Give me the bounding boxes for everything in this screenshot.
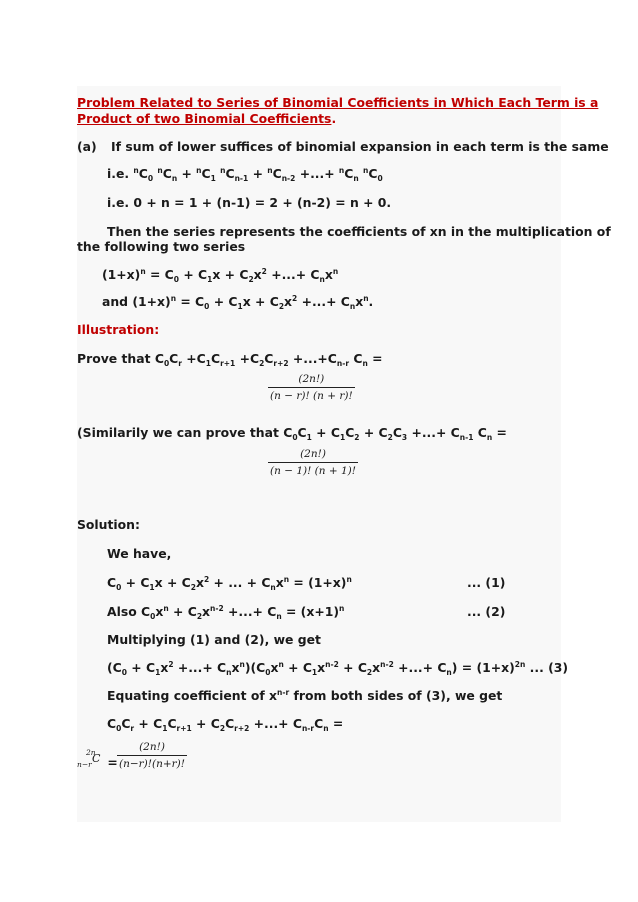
part-a-text: If sum of lower suffices of binomial expansion in each term is the same xyxy=(111,139,609,154)
heading-line-1: Problem Related to Series of Binomial Coefficients in Which Each Term is a xyxy=(77,95,599,110)
ie-suffix-sum: i.e. 0 + n = 1 + (n-1) = 2 + (n-2) = n + 0. xyxy=(107,195,392,210)
prove-that-line: Prove that $C_0C_r +C_1C_{r+1} +C_2C_{r+2} +...+C_{n-r}$ $C_n$ = xyxy=(77,351,383,368)
equation-3-tag: ... (3) xyxy=(529,660,569,675)
fraction-2-numerator: (2n!) xyxy=(300,448,326,460)
heading-line-2: Product of two Binomial Coefficients. xyxy=(77,111,337,126)
ie-binomial-series: i.e. $^nC_0$ $^nC_n + ^nC_1$ $^nC_{n-1} + ^nC_{n-2}$ +...+ $^nC_n$ $^nC_0$ xyxy=(107,166,383,183)
series-1: $(1+x)^n = C_0 + C_1x + C_2x^2$ +...+ $C_nx^n$ xyxy=(102,267,339,284)
part-a-label: (a) xyxy=(77,139,97,154)
equation-1: $C_0 + C_1x + C_2x^2$ + ... + $C_nx^n = (1+x)^n$ xyxy=(107,575,352,592)
final-fraction-denominator: (n−r)!(n+r)! xyxy=(119,758,185,770)
equation-2: Also $C_0x^n + C_2x^{n-2}$ +...+ $C_n = (x+1)^n$ xyxy=(107,604,345,621)
combination-symbol: 2n n−r C xyxy=(77,748,101,769)
final-fraction-numerator: (2n!) xyxy=(139,741,165,753)
then-line-2: the following two series xyxy=(77,239,246,254)
then-line-1: Then the series represents the coefficients of xn in the multiplication of xyxy=(107,224,611,239)
illustration-title: Illustration: xyxy=(77,322,160,337)
series-2: and $(1+x)^n = C_0 + C_1x + C_2x^2$ +...+ $C_nx^n$. xyxy=(102,294,374,311)
multiplying-line: Multiplying (1) and (2), we get xyxy=(107,632,321,647)
we-have: We have, xyxy=(107,546,172,561)
equation-2-tag: ... (2) xyxy=(467,604,506,619)
fraction-2 xyxy=(268,448,358,477)
solution-title: Solution: xyxy=(77,517,140,532)
equation-1-tag: ... (1) xyxy=(467,575,506,590)
fraction-1 xyxy=(268,373,355,402)
fraction-2-denominator: (n − 1)! (n + 1)! xyxy=(270,465,356,477)
final-fraction xyxy=(117,741,187,770)
equating-line: Equating coefficient of $x^{n-r}$ from both sides of (3), we get xyxy=(107,688,503,703)
coefficient-sum-line: $C_0C_r + C_1C_{r+1} + C_2C_{r+2}$ +...+ $C_{n-r}C_n$ = xyxy=(107,716,344,733)
equation-3: ($C_0 + C_1x^2$ +...+ $C_nx^n)(C_0x^n + C_1x^{n-2} + C_2x^{n-2}$ +...+ $C_n) = (1+x)^{2n}$ ... (3) xyxy=(107,660,569,677)
final-result: 2n n−r C = xyxy=(77,748,118,770)
fraction-1-numerator: (2n!) xyxy=(298,373,325,385)
fraction-1-denominator: (n − r)! (n + r)! xyxy=(270,390,353,402)
similarly-line: (Similarily we can prove that $C_0C_1 + C_1C_2 + C_2C_3$ +...+ $C_{n-1}$ $C_n$ = xyxy=(77,425,507,442)
